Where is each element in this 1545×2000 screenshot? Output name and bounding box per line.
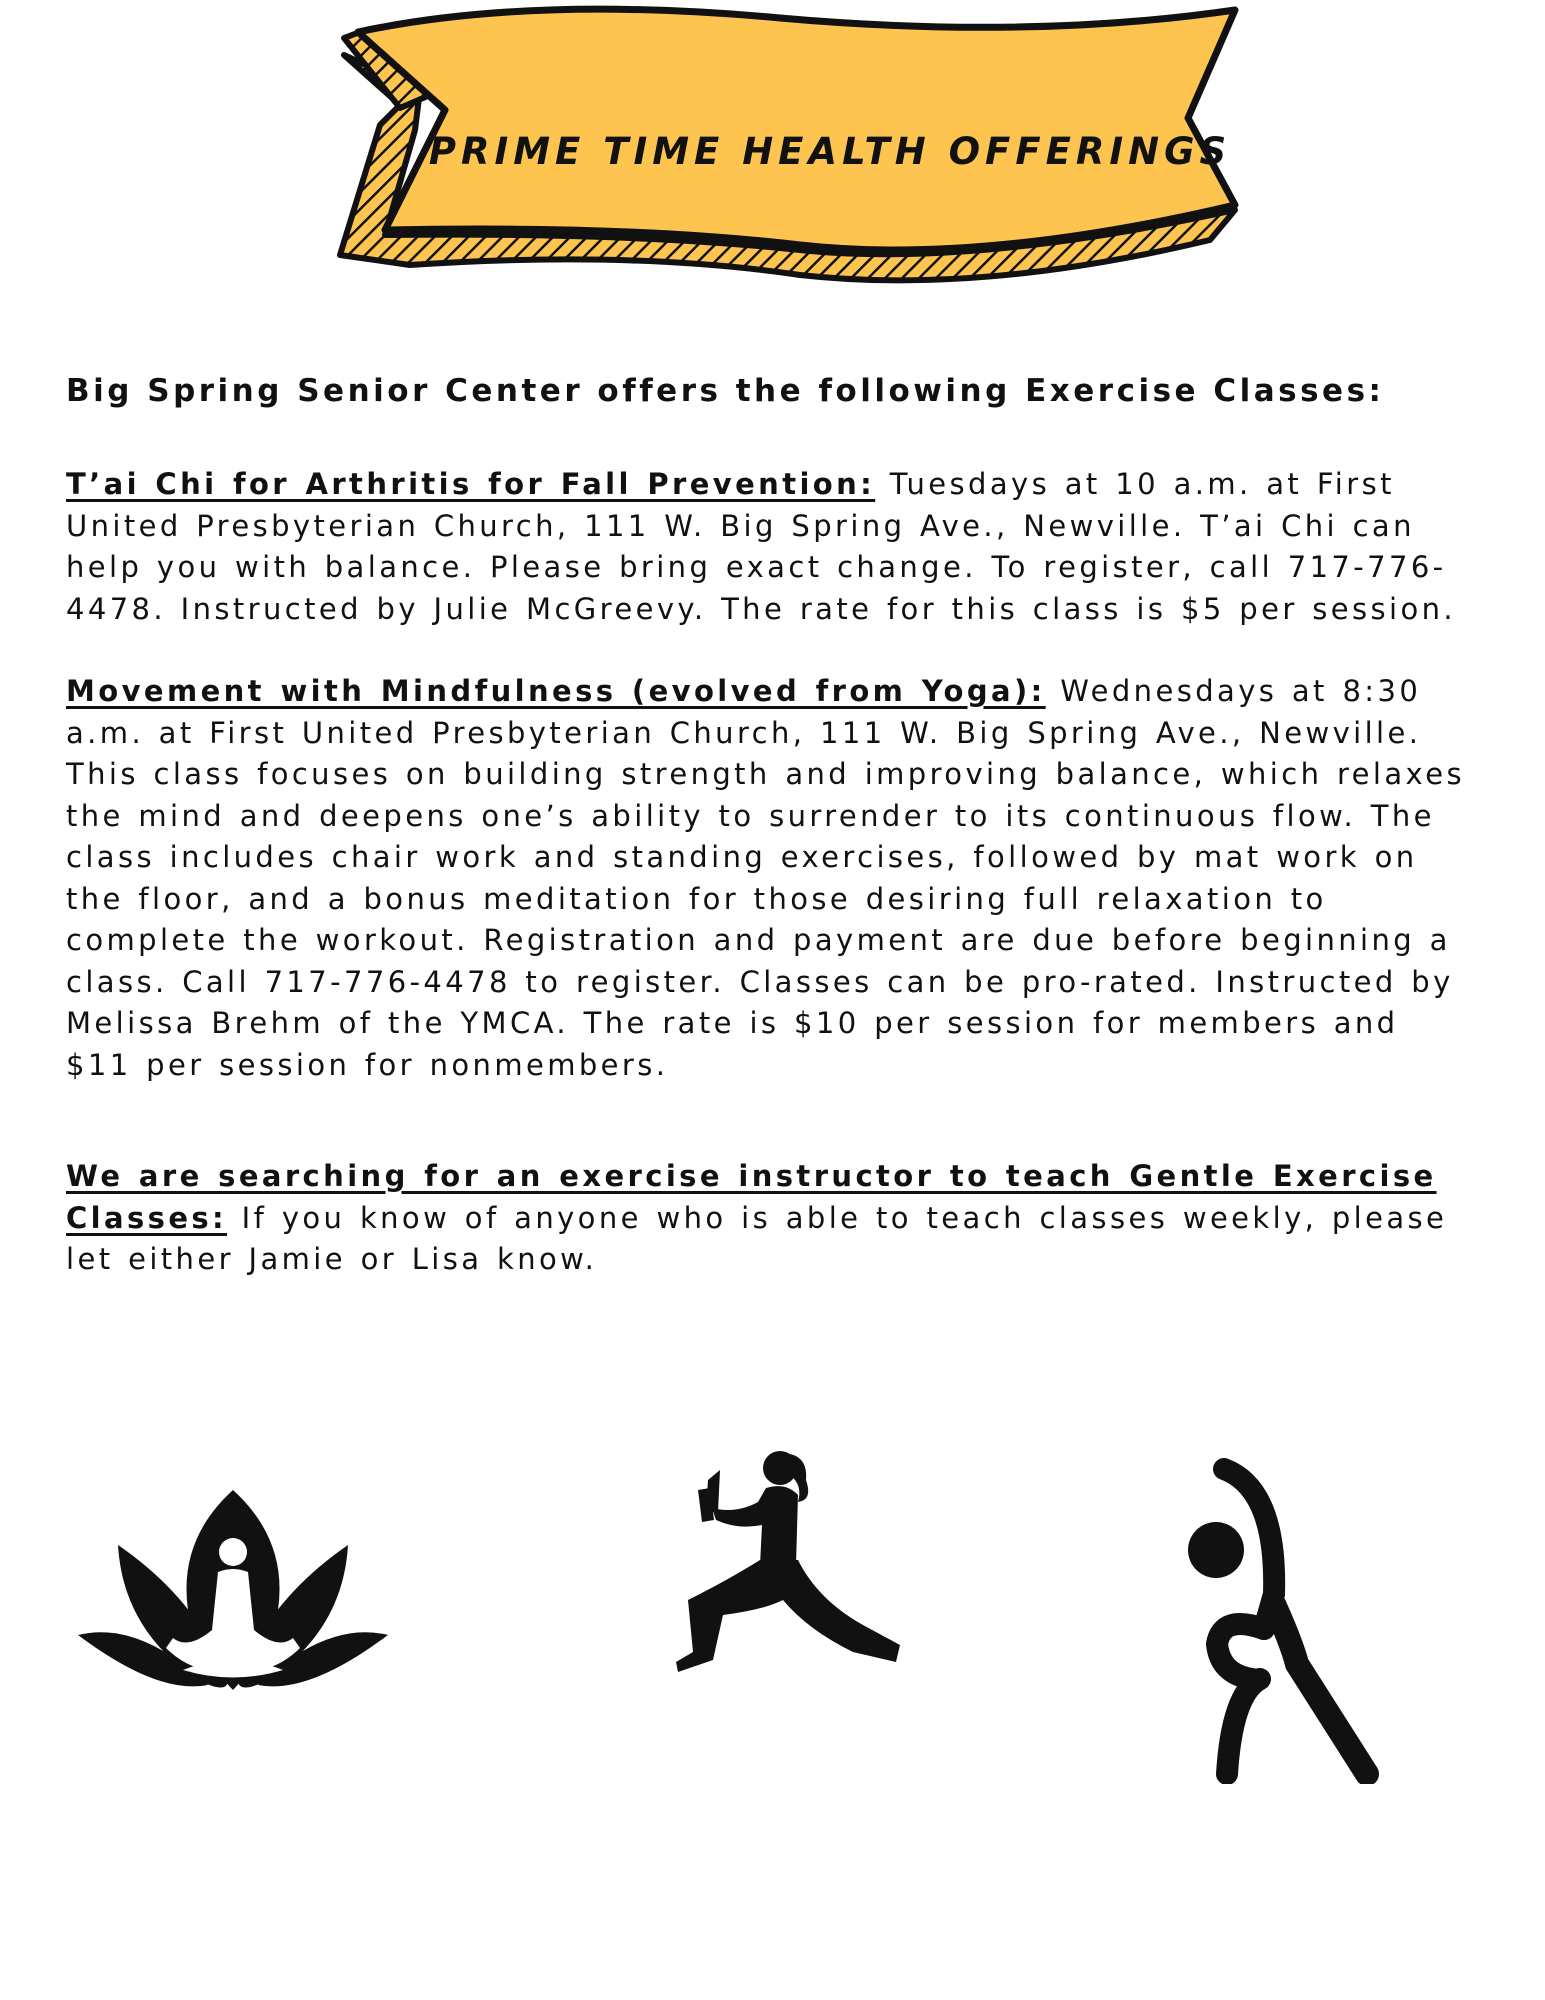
banner-title: PRIME TIME HEALTH OFFERINGS [428, 130, 1232, 173]
class-movement-mindfulness [66, 671, 1466, 1086]
class-description: Wednesdays at 8:30 a.m. at First United Presbyterian Church, 111 W. Big Spring Ave., Newville. This class focuses on building strength and improving balance, which relaxes the mind and deepens one’s ability to surrender to its continuous flow. The class includes chair work and standing exercises, followed by mat work on the floor, and a bonus meditation for those desiring full relaxation to complete the workout. Registration and payment are due before beginning a class. Call 717-776-4478 to register. Classes can be pro-rated. Instructed by Melissa Brehm of the YMCA. The rate is $10 per session for members and $11 per session for nonmembers. [66, 674, 1465, 1082]
class-heading: T’ai Chi for Arthritis for Fall Prevention: [66, 467, 876, 501]
title-banner [330, 0, 1260, 300]
class-heading: Movement with Mindfulness (evolved from Yoga): [66, 674, 1046, 708]
tai-chi-figure-icon [668, 1440, 908, 1690]
class-tai-chi [66, 464, 1466, 630]
intro-heading: Big Spring Senior Center offers the following Exercise Classes: [66, 373, 1385, 409]
lotus-meditation-icon [78, 1480, 388, 1700]
instructor-search-notice [66, 1156, 1466, 1281]
notice-description: If you know of anyone who is able to teach classes weekly, please let either Jamie or Lisa know. [66, 1200, 1448, 1276]
main-content [66, 362, 1466, 1322]
class-description: Tuesdays at 10 a.m. at First United Presbyterian Church, 111 W. Big Spring Ave., Newville. T’ai Chi can help you with balance. Please bring exact change. To register, call 717-776-4478. Instructed by Julie McGreevy. The rate for this class is $5 per session. [66, 467, 1457, 626]
icon-row [0, 1440, 1545, 1800]
notice-heading: We are searching for an exercise instructor to teach Gentle Exercise Classes: [66, 1159, 1437, 1235]
stretching-figure-icon [1182, 1454, 1402, 1784]
